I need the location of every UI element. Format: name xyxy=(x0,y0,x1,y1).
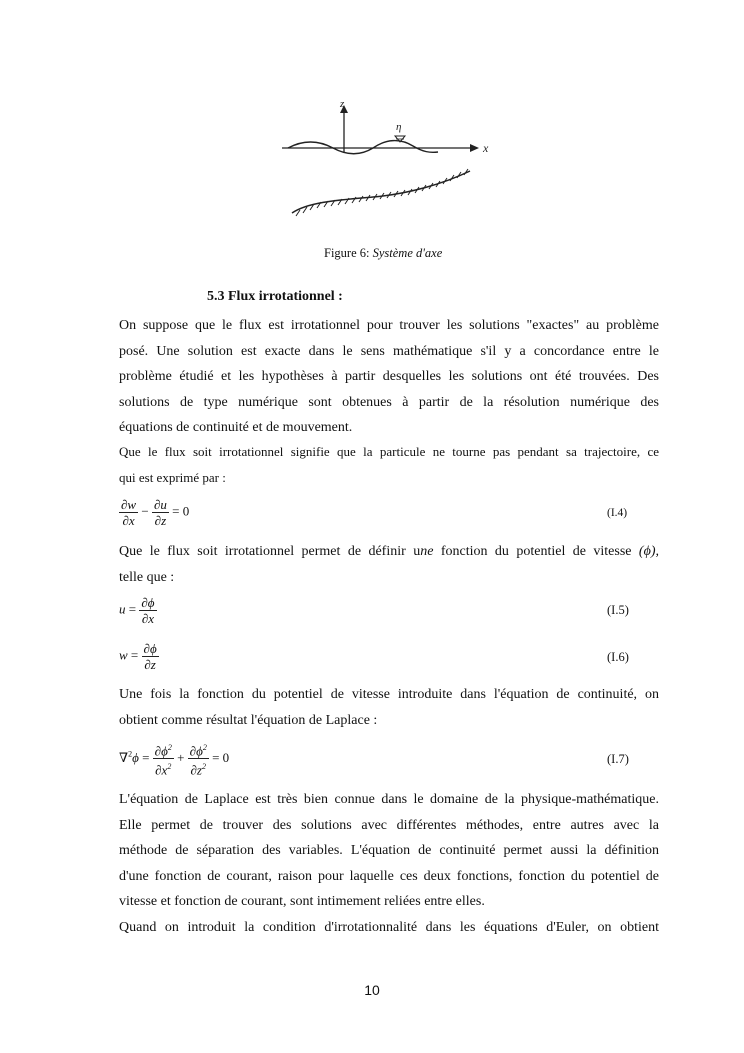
paragraph-irrotational xyxy=(119,443,659,494)
text-line: Que le flux soit irrotationnel signifie que la particule ne tourne pas pendant sa trajectoire, ce xyxy=(119,444,659,459)
text-line: solutions de type numérique sont obtenues à partir de la résolution numérique des xyxy=(119,394,659,410)
free-surface-wave xyxy=(288,141,438,154)
equation-i6: w = $\frac{\partial\phi}{\partial z}$ xyxy=(119,641,157,672)
equation-i5: u = $\frac{\partial\phi}{\partial x}$ xyxy=(119,595,155,626)
equation-label-i4: (I.4) xyxy=(607,507,628,519)
equation-label-i5: (I.5) xyxy=(607,603,629,617)
text-line: L'équation de Laplace est très bien connue dans le domaine de la physique-mathématique. xyxy=(119,792,659,807)
sea-bed xyxy=(292,169,470,216)
text-line: Elle permet de trouver des solutions avec différentes méthodes, entre autres avec la xyxy=(119,817,659,833)
text-line: telle que : xyxy=(119,569,175,585)
text-line: qui est exprimé par : xyxy=(119,469,226,485)
equation-i7: ∇$^2$ϕ = $\frac{\partial\phi^2}{\partial x^2}$ + $\frac{\partial\phi^2}{\partial z^2}$ = 0 xyxy=(119,740,229,778)
figure-caption: Figure 6: Système d'axe xyxy=(324,246,443,260)
text-line: d'une fonction de courant, raison pour laquelle ces deux fonctions, fonction du potentiel de xyxy=(119,868,659,884)
eta-label: η xyxy=(396,121,402,133)
text-line: On suppose que le flux est irrotationnel pour trouver les solutions "exactes" au problème xyxy=(119,318,659,333)
text-line: posé. Une solution est exacte dans le sens mathématique s'il y a concordance entre le xyxy=(119,343,659,359)
paragraph-laplace-discussion xyxy=(119,791,659,944)
text-line: problème étudié et les hypothèses à partir desquelles les solutions ont été trouvées. Des xyxy=(119,369,659,384)
equation-label-i7: (I.7) xyxy=(607,752,629,766)
text-line: Une fois la fonction du potentiel de vitesse introduite dans l'équation de continuité, on xyxy=(119,687,659,702)
paragraph-laplace-intro xyxy=(119,686,659,737)
text-line: vitesse et fonction de courant, sont intimement reliées entre elles. xyxy=(119,894,485,909)
equation-i4: $\frac{\partial w}{\partial x}$ − $\frac{\partial u}{\partial z}$ = 0 xyxy=(121,497,190,528)
figure-axis-system xyxy=(278,96,500,226)
equation-label-i6: (I.6) xyxy=(607,650,629,664)
paragraph-intro xyxy=(119,317,659,445)
x-axis-label: x xyxy=(483,141,489,155)
text-line: obtient comme résultat l'équation de Laplace : xyxy=(119,712,378,728)
text-line: méthode de séparation des variables. L'équation de continuité permet aussi la définition xyxy=(119,843,659,858)
section-heading: 5.3 Flux irrotationnel : xyxy=(207,289,343,304)
text-line: équations de continuité et de mouvement. xyxy=(119,420,353,435)
paragraph-potential xyxy=(119,543,659,594)
page-number: 10 xyxy=(364,982,380,998)
z-axis-label: z xyxy=(340,98,345,110)
text-line: Quand on introduit la condition d'irrotationnalité dans les équations d'Euler, on obtient xyxy=(119,919,659,935)
text-line: Que le flux soit irrotationnel permet de définir une fonction du potentiel de vitesse (ϕ), xyxy=(119,544,659,559)
x-axis-arrow xyxy=(470,144,479,152)
